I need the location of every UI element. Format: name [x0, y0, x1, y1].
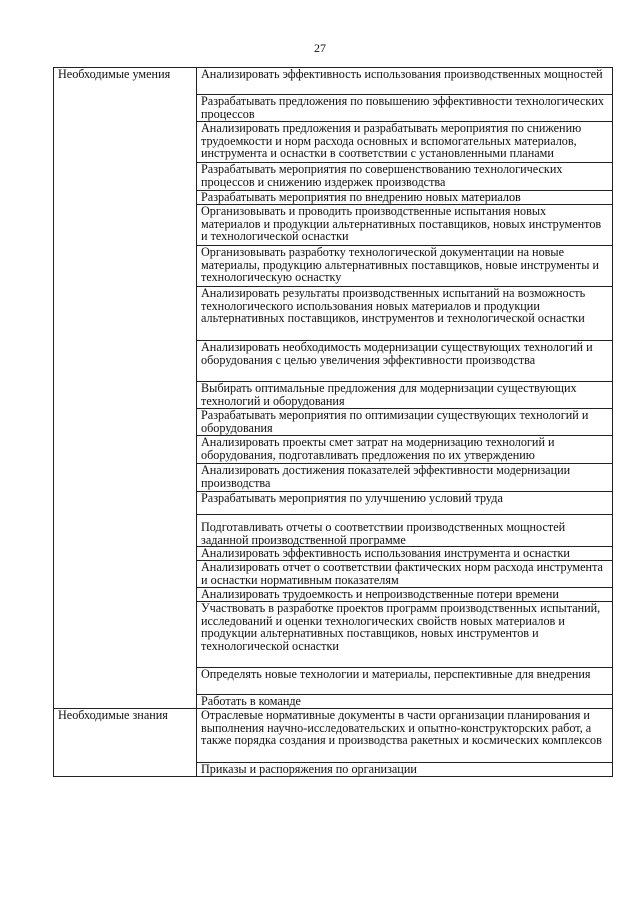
skill-item: Анализировать достижения показателей эффективности модернизации производства — [197, 464, 613, 492]
skill-item: Анализировать проекты смет затрат на модернизацию технологий и оборудования, подготавливать предложения по их утверждению — [197, 436, 613, 464]
knowledge-item: Приказы и распоряжения по организации — [197, 763, 613, 777]
skill-item: Анализировать предложения и разрабатывать мероприятия по снижению трудоемкости и норм расхода основных и вспомогательных материалов, инструмента и оснастки в соответствии с установленными планами — [197, 122, 613, 163]
knowledge-item: Отраслевые нормативные документы в части организации планирования и выполнения научно-исследовательских и опытно-конструкторских работ, а также порядка создания и производства ракетных и космических комплексов — [197, 709, 613, 763]
skill-item: Анализировать эффективность использования инструмента и оснастки — [197, 547, 613, 561]
skill-item: Анализировать трудоемкость и непроизводственные потери времени — [197, 588, 613, 602]
page-number: 27 — [314, 41, 326, 55]
skill-item: Разрабатывать мероприятия по оптимизации существующих технологий и оборудования — [197, 409, 613, 436]
skill-item: Выбирать оптимальные предложения для модернизации существующих технологий и оборудования — [197, 382, 613, 409]
skill-item: Определять новые технологии и материалы, перспективные для внедрения — [197, 668, 613, 695]
table-row — [54, 709, 613, 763]
skill-item: Анализировать результаты производственных испытаний на возможность технологического использования новых материалов и продукции альтернативных поставщиков, инструментов и технологической оснастки — [197, 287, 613, 341]
section-label-skills: Необходимые умения — [54, 68, 197, 709]
skill-item: Участвовать в разработке проектов программ производственных испытаний, исследований и оценки технологических свойств новых материалов и продукции альтернативных поставщиков, новых инструментов и технологической оснастки — [197, 602, 613, 668]
skill-item: Работать в команде — [197, 695, 613, 709]
skill-item: Анализировать отчет о соответствии фактических норм расхода инструмента и оснастки нормативным показателям — [197, 561, 613, 588]
skill-item: Разрабатывать мероприятия по улучшению условий труда — [197, 492, 613, 515]
skill-item: Организовывать и проводить производственные испытания новых материалов и продукции альтернативных поставщиков, новых инструментов и технологической оснастки — [197, 205, 613, 246]
skill-item: Разрабатывать мероприятия по внедрению новых материалов — [197, 191, 613, 205]
skill-item: Анализировать эффективность использования производственных мощностей — [197, 68, 613, 95]
requirements-table — [53, 67, 613, 777]
skill-item: Организовывать разработку технологической документации на новые материалы, продукцию альтернативных поставщиков, новые инструменты и технологическую оснастку — [197, 246, 613, 287]
skill-item: Разрабатывать мероприятия по совершенствованию технологических процессов и снижению издержек производства — [197, 163, 613, 191]
table-row — [54, 68, 613, 95]
skill-item: Анализировать необходимость модернизации существующих технологий и оборудования с целью увеличения эффективности производства — [197, 341, 613, 382]
section-label-knowledge: Необходимые знания — [54, 709, 197, 777]
skill-item: Подготавливать отчеты о соответствии производственных мощностей заданной производственной программе — [197, 515, 613, 547]
skill-item: Разрабатывать предложения по повышению эффективности технологических процессов — [197, 95, 613, 122]
